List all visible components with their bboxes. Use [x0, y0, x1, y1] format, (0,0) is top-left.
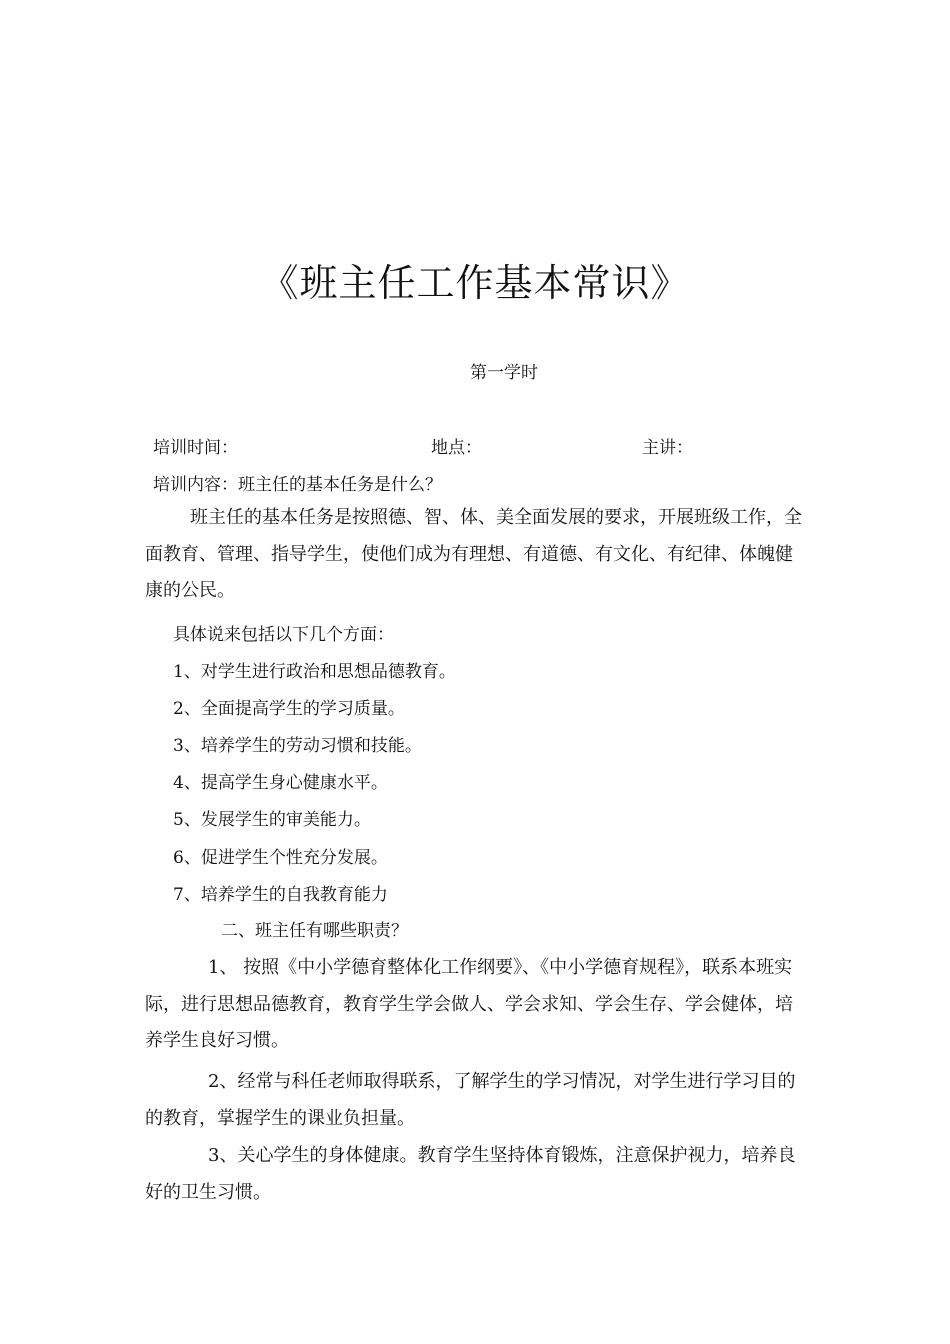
- location-label: 地点：: [431, 438, 482, 458]
- training-content-line: 培训内容：班主任的基本任务是什么？: [153, 475, 442, 495]
- duty-item: 1、 按照《中小学德育整体化工作纲要》、《中小学德育规程》，联系本班实际，进行思想品德教育，教育学生学会做人、学会求知、学会生存、学会健体，培养学生良好习惯。: [145, 957, 793, 1051]
- duty-item: 2、经常与科任老师取得联系，了解学生的学习情况，对学生进行学习目的的教育，掌握学生的课业负担量。: [145, 1071, 796, 1129]
- aspect-item: 1、对学生进行政治和思想品德教育。: [173, 662, 456, 682]
- duty-item: 3、关心学生的身体健康。教育学生坚持体育锻炼，注意保护视力，培养良好的卫生习惯。: [145, 1145, 796, 1203]
- aspect-item: 5、发展学生的审美能力。: [173, 810, 371, 830]
- aspects-heading: 具体说来包括以下几个方面：: [173, 625, 394, 645]
- section2-heading: 二、班主任有哪些职责？: [221, 921, 408, 941]
- session-label: 第一学时: [470, 363, 538, 383]
- aspect-item: 2、全面提高学生的学习质量。: [173, 699, 405, 719]
- intro-paragraph: 班主任的基本任务是按照德、智、体、美全面发展的要求，开展班级工作，全面教育、管理、指导学生，使他们成为有理想、有道德、有文化、有纪律、体魄健康的公民。: [145, 507, 802, 601]
- aspect-item: 3、培养学生的劳动习惯和技能。: [173, 736, 422, 756]
- document-title: 《班主任工作基本常识》: [260, 261, 690, 305]
- speaker-label: 主讲：: [642, 438, 693, 458]
- aspect-item: 6、促进学生个性充分发展。: [173, 848, 388, 868]
- aspect-item: 7、培养学生的自我教育能力: [173, 885, 388, 905]
- training-time-label: 培训时间：: [153, 438, 238, 458]
- aspect-item: 4、提高学生身心健康水平。: [173, 773, 388, 793]
